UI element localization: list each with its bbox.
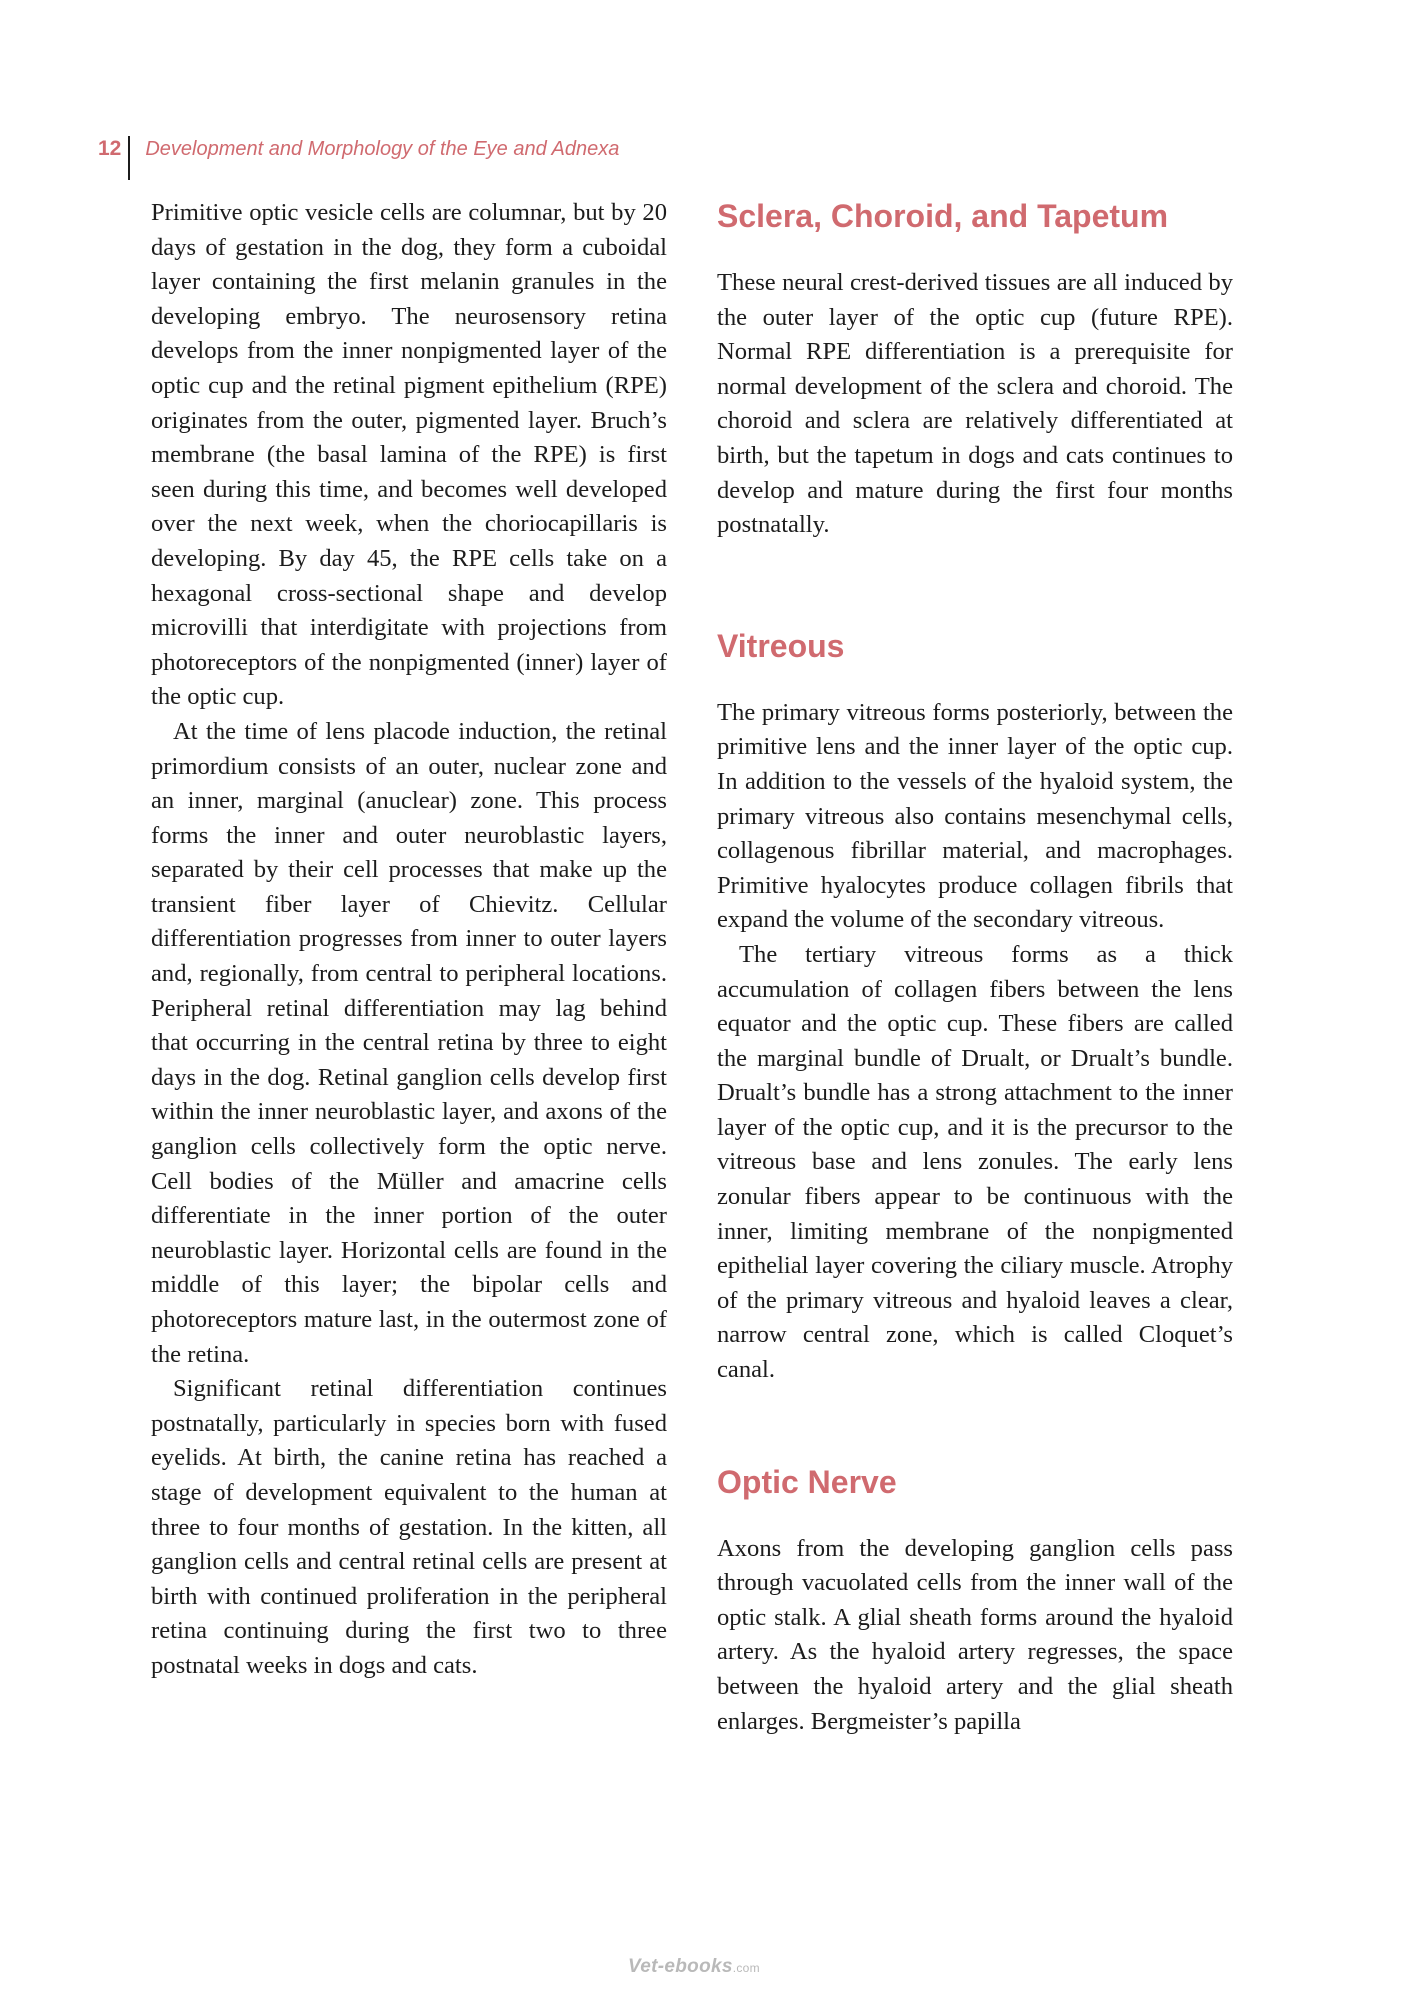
- section-heading-sclera-choroid-tapetum: Sclera, Choroid, and Tapetum: [717, 198, 1169, 234]
- watermark-suffix: .com: [732, 1961, 760, 1975]
- body-paragraph: Significant retinal differentiation continues postnatally, particularly in species born with fused eyelids. At birth, the canine retina has reached a stage of development equivalent to the human at three to four months of gestation. In the kitten, all ganglion cells and central retinal cells are present at birth with continued proliferation in the peripheral retina continuing during the first two to three postnatal weeks in dogs and cats.: [151, 1375, 667, 1679]
- section-heading-optic-nerve: Optic Nerve: [717, 1463, 897, 1500]
- watermark-text: Vet-ebooks: [628, 1956, 733, 1977]
- section-heading-vitreous: Vitreous: [717, 627, 845, 664]
- body-paragraph: The primary vitreous forms posteriorly, between the primitive lens and the inner layer of the optic cup. In addition to the vessels of the hyaloid system, the primary vitreous also contains mesenchymal cells, collagenous fibrillar material, and macrophages. Primitive hyalocytes produce collagen fibrils that expand the volume of the secondary vitreous.: [717, 698, 1233, 934]
- body-paragraph: At the time of lens placode induction, the retinal primordium consists of an outer, nuclear zone and an inner, marginal (anuclear) zone. This process forms the inner and outer neuroblastic layers, separated by their cell processes that make up the transient fiber layer of Chievitz. Cellular differentiation progresses from inner to outer layers and, regionally, from central to peripheral locations. Peripheral retinal differentiation may lag behind that occurring in the central retina by three to eight days in the dog. Retinal ganglion cells develop first within the inner neuroblastic layer, and axons of the ganglion cells collectively form the optic nerve. Cell bodies of the Müller and amacrine cells differentiate in the inner portion of the outer neuroblastic layer. Horizontal cells are found in the middle of this layer; the bipolar cells and photoreceptors mature last, in the outermost zone of the retina.: [151, 717, 667, 1368]
- body-paragraph: These neural crest-derived tissues are all induced by the outer layer of the optic cup (future RPE). Normal RPE differentiation is a prerequisite for normal development of the sclera and choroid. The choroid and sclera are relatively differentiated at birth, but the tapetum in dogs and cats continues to develop and mature during the first four months postnatally.: [717, 269, 1233, 539]
- running-title: Development and Morphology of the Eye and Adnexa: [145, 138, 620, 160]
- page-number: 12: [98, 137, 122, 160]
- body-paragraph: The tertiary vitreous forms as a thick accumulation of collagen fibers between the lens equator and the optic cup. These fibers are called the marginal bundle of Drualt, or Drualt’s bundle. Drualt’s bundle has a strong attachment to the inner layer of the optic cup, and it is the precursor to the vitreous base and lens zonules. The early lens zonular fibers appear to be continuous with the inner, limiting membrane of the nonpigmented epithelial layer covering the ciliary muscle. Atrophy of the primary vitreous and hyaloid leaves a clear, narrow central zone, which is called Cloquet’s canal.: [717, 940, 1233, 1384]
- body-paragraph: Axons from the developing ganglion cells pass through vacuolated cells from the inner wall of the optic stalk. A glial sheath forms around the hyaloid artery. As the hyaloid artery regresses, the space between the hyaloid artery and the glial sheath enlarges. Bergmeister’s papilla: [717, 1534, 1233, 1735]
- right-column: [717, 196, 1233, 1739]
- body-paragraph: Primitive optic vesicle cells are columnar, but by 20 days of gestation in the dog, they form a cuboidal layer containing the first melanin granules in the developing embryo. The neurosensory retina develops from the inner nonpigmented layer of the optic cup and the retinal pigment epithelium (RPE) originates from the outer, pigmented layer. Bruch’s membrane (the basal lamina of the RPE) is first seen during this time, and becomes well developed over the next week, when the choriocapillaris is developing. By day 45, the RPE cells take on a hexagonal cross-sectional shape and develop microvilli that interdigitate with projections from photoreceptors of the nonpigmented (inner) layer of the optic cup.: [151, 199, 667, 711]
- left-column: [151, 196, 667, 1684]
- watermark: [628, 1956, 760, 1978]
- running-header: [98, 136, 619, 180]
